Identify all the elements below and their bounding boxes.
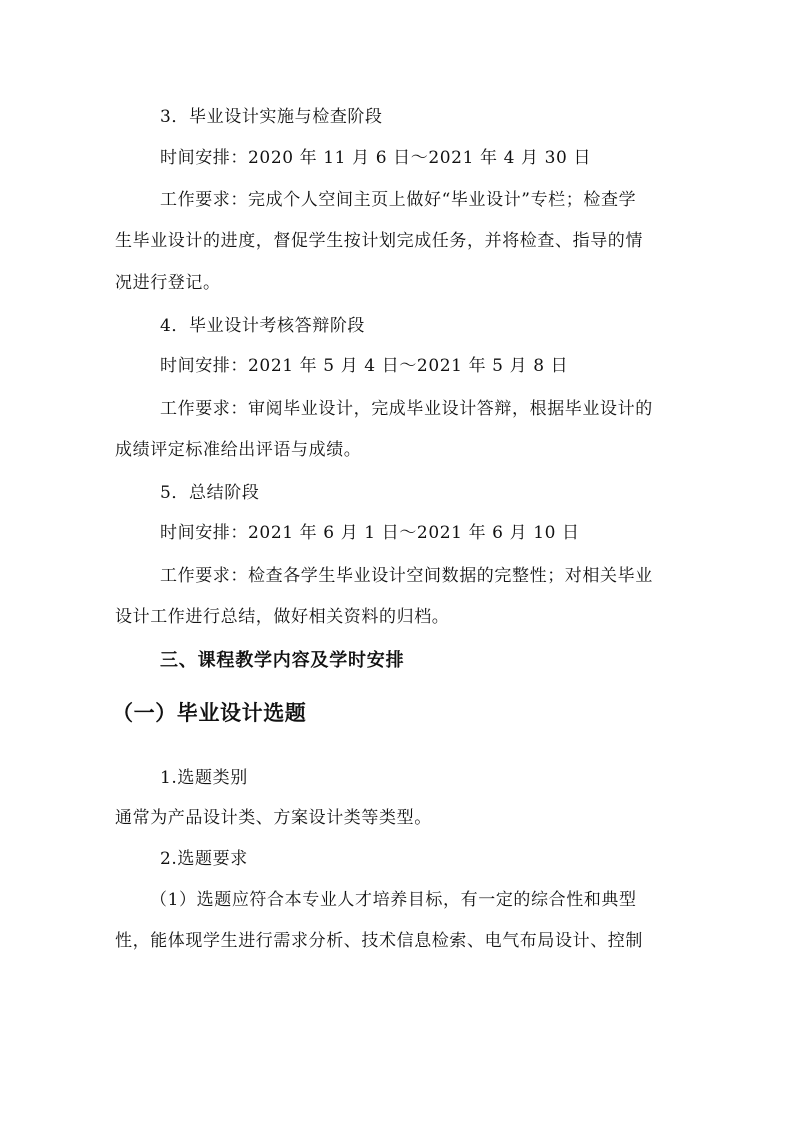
stage3-time: 时间安排：2020 年 11 月 6 日～2021 年 4 月 30 日 (160, 148, 592, 168)
stage3-title: 3．毕业设计实施与检查阶段 (160, 107, 383, 127)
topic-requirement-item1-line-1: （1）选题应符合本专业人才培养目标，有一定的综合性和典型 (150, 890, 637, 910)
stage4-requirement-line-2: 成绩评定标准给出评语与成绩。 (115, 440, 362, 460)
stage4-time: 时间安排：2021 年 5 月 4 日～2021 年 5 月 8 日 (160, 356, 569, 376)
section-3-heading: 三、课程教学内容及学时安排 (160, 650, 405, 671)
stage3-requirement-line-2: 生毕业设计的进度，督促学生按计划完成任务，并将检查、指导的情 (115, 231, 643, 251)
stage4-title: 4．毕业设计考核答辩阶段 (160, 316, 366, 336)
stage5-requirement-line-1: 工作要求：检查各学生毕业设计空间数据的完整性；对相关毕业 (160, 566, 653, 586)
topic-requirement-item1-line-2: 性，能体现学生进行需求分析、技术信息检索、电气布局设计、控制 (115, 931, 643, 951)
stage3-requirement-line-3: 况进行登记。 (115, 273, 221, 293)
subsection-1-heading: （一）毕业设计选题 (112, 701, 307, 725)
stage4-requirement-line-1: 工作要求：审阅毕业设计，完成毕业设计答辩，根据毕业设计的 (160, 399, 653, 419)
stage5-time: 时间安排：2021 年 6 月 1 日～2021 年 6 月 10 日 (160, 523, 580, 543)
topic-type-text: 通常为产品设计类、方案设计类等类型。 (115, 808, 432, 828)
topic-requirements-title: 2.选题要求 (160, 849, 248, 869)
stage3-requirement-line-1: 工作要求：完成个人空间主页上做好“毕业设计”专栏；检查学 (160, 190, 637, 210)
topic-type-title: 1.选题类别 (160, 768, 248, 788)
stage5-requirement-line-2: 设计工作进行总结，做好相关资料的归档。 (115, 607, 450, 627)
stage5-title: 5．总结阶段 (160, 483, 260, 503)
